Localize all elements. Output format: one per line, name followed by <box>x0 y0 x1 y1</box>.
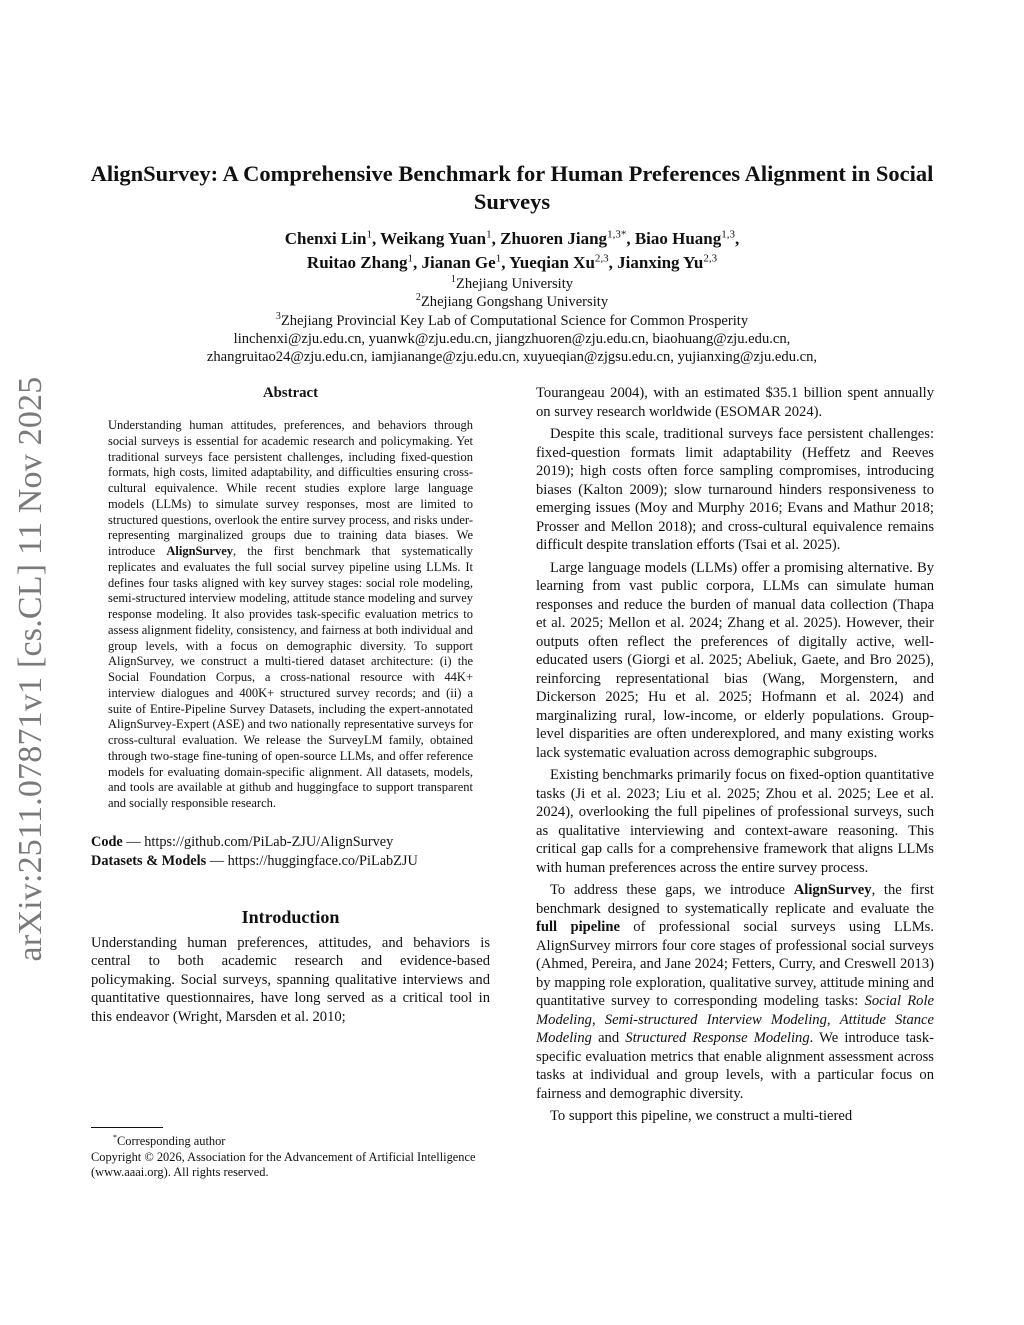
affiliations <box>60 275 964 366</box>
author-line-1 <box>80 227 944 251</box>
affiliation: $^1$Zhejiang University <box>450 274 574 292</box>
footnote-divider <box>91 1127 163 1128</box>
code-link-line: Code — https://github.com/PiLab-ZJU/AlignSurvey <box>91 833 394 850</box>
paper-title: AlignSurvey: A Comprehensive Benchmark for Human Preferences Alignment in Social Surveys <box>90 161 934 214</box>
email-line: linchenxi@zju.edu.cn, yuanwk@zju.edu.cn, jiangzhuoren@zju.edu.cn, biaohuang@zju.edu.cn, <box>233 330 791 347</box>
left-column <box>91 384 490 1026</box>
body-paragraph: Large language models (LLMs) offer a promising alternative. By learning from vast public corpora, LLMs can simulate human responses and reduce the burden of manual data collection (Thapa et al. 2025; Mellon et al. 2024; Zhang et al. 2025). However, their outputs often reflect the preferences of digitally active, well-educated users (Giorgi et al. 2025; Abeliuk, Gaete, and Bro 2025), reinforcing representational bias (Wang, Morgenstern, and Dickerson 2025; Hu et al. 2025; Hofmann et al. 2024) and marginalizing rural, low-income, or elderly populations. Group-level disparities are often underexplored, and many existing works lack systematic evaluation across demographic subgroups. <box>536 559 934 761</box>
resource-links <box>91 833 490 872</box>
author: Chenxi Lin$^1$, <box>284 228 381 248</box>
footnotes <box>91 1130 490 1181</box>
author: Biao Huang$^{1,3}$, <box>634 228 740 248</box>
datasets-link-line: Datasets & Models — https://huggingface.co/PiLabZJU <box>91 853 418 870</box>
author-line-2 <box>80 251 944 275</box>
code-url-link[interactable]: https://github.com/PiLab-ZJU/AlignSurvey <box>144 833 394 850</box>
affiliation: $^3$Zhejiang Provincial Key Lab of Computational Science for Common Prosperity <box>275 310 749 329</box>
introduction-paragraph: Understanding human preferences, attitudes, and behaviors is central to both academic research and evidence-based policymaking. Social surveys, spanning qualitative interviews and quantitative questionnaires, have long served as a critical tool in this endeavor (Wright, Marsden et al. 2010; <box>91 934 490 1025</box>
right-column <box>536 384 934 1130</box>
arxiv-id-text: arXiv:2511.07871v1 [cs.CL] 11 Nov 2025 <box>12 376 49 962</box>
datasets-url-link[interactable]: https://huggingface.co/PiLabZJU <box>227 853 418 870</box>
author: Weikang Yuan$^1$, <box>380 228 501 248</box>
abstract-body: Understanding human attitudes, preferences, and behaviors through social surveys is essential for academic research and policymaking. Yet traditional surveys face persistent challenges, including fixed-question formats, high costs, limited adaptability, and difficulties ensuring cross-cultural equivalence. While recent studies explore large language models (LLMs) to simulate survey responses, most are limited to structured questions, overlook the entire survey process, and risks under-representing marginalized groups due to training data biases. We introduce AlignSurvey, the first benchmark that systematically replicates and evaluates the full social survey pipeline using LLMs. It defines four tasks aligned with key survey stages: social role modeling, semi-structured interview modeling, attitude stance modeling and survey response modeling. It also provides task-specific evaluation metrics to assess alignment fidelity, consistency, and fairness at both individual and group levels, with a focus on demographic diversity. To support AlignSurvey, we construct a multi-tiered dataset architecture: (i) the Social Foundation Corpus, a cross-national resource with 44K+ interview dialogues and 400K+ structured survey records; and (ii) a suite of Entire-Pipeline Survey Datasets, including the expert-annotated AlignSurvey-Expert (ASE) and two nationally representative surveys for cross-cultural evaluation. We release the SurveyLM family, obtained through two-stage fine-tuning of open-source LLMs, and offer reference models for evaluating domain-specific alignment. All datasets, models, and tools are available at github and huggingface to support transparent and socially responsible research. <box>108 418 473 810</box>
corresponding-author-note: *Corresponding author <box>113 1133 226 1149</box>
author-list <box>80 227 944 275</box>
body-paragraph: Tourangeau 2004), with an estimated $35.1 billion spent annually on survey research worldwide (ESOMAR 2024). <box>536 385 934 420</box>
body-paragraph: To support this pipeline, we construct a multi-tiered <box>550 1108 853 1124</box>
author: Ruitao Zhang$^1$, <box>306 252 422 272</box>
body-paragraph: To address these gaps, we introduce AlignSurvey, the first benchmark designed to systematically replicate and evaluate the full pipeline of professional social surveys using LLMs. AlignSurvey mirrors four core stages of professional social surveys (Ahmed, Pereira, and Jane 2024; Fetters, Curry, and Creswell 2013) by mapping role exploration, qualitative survey, attitude mining and quantitative survey to corresponding modeling tasks: Social Role Modeling, Semi-structured Interview Modeling, Attitude Stance Modeling and Structured Response Modeling. We introduce task-specific evaluation metrics that enable alignment assessment across tasks at individual and group levels, with a particular focus on fairness and demographic diversity. <box>536 882 935 1102</box>
author: Jianan Ge$^1$, <box>421 252 510 272</box>
body-paragraph: Despite this scale, traditional surveys face persistent challenges: fixed-question formats limit adaptability (Heffetz and Reeves 2019); high costs often force sampling compromises, introducing biases (Kalton 2009); slow turnaround hinders responsiveness to emerging issues (Moy and Murphy 2016; Evans and Mathur 2018; Prosser and Mellon 2018); and cross-cultural equivalence remains difficult despite translation efforts (Tsai et al. 2025). <box>536 426 934 553</box>
abstract-heading: Abstract <box>262 385 319 401</box>
author: Jianxing Yu$^{2,3}$ <box>617 252 718 272</box>
introduction-heading: Introduction <box>241 906 340 927</box>
arxiv-identifier <box>6 376 56 962</box>
affiliation: $^2$Zhejiang Gongshang University <box>415 292 609 311</box>
author: Yueqian Xu$^{2,3}$, <box>509 252 618 272</box>
body-paragraph: Existing benchmarks primarily focus on fixed-option quantitative tasks (Ji et al. 2023; Liu et al. 2025; Zhou et al. 2025; Lee et al. 2024), overlooking the full pipelines of professional surveys, such as qualitative interviewing and context-aware reasoning. This critical gap calls for a comprehensive framework that aligns LLMs with human preferences across the entire survey process. <box>536 767 934 876</box>
author: Zhuoren Jiang$^{1,3*}$, <box>500 228 635 248</box>
copyright-note: Copyright © 2026, Association for the Advancement of Artificial Intelligence (www.aaai.org). All rights reserved. <box>91 1149 476 1180</box>
email-line: zhangruitao24@zju.edu.cn, iamjianange@zju.edu.cn, xuyueqian@zjgsu.edu.cn, yujianxing@zju.edu.cn, <box>206 349 818 366</box>
